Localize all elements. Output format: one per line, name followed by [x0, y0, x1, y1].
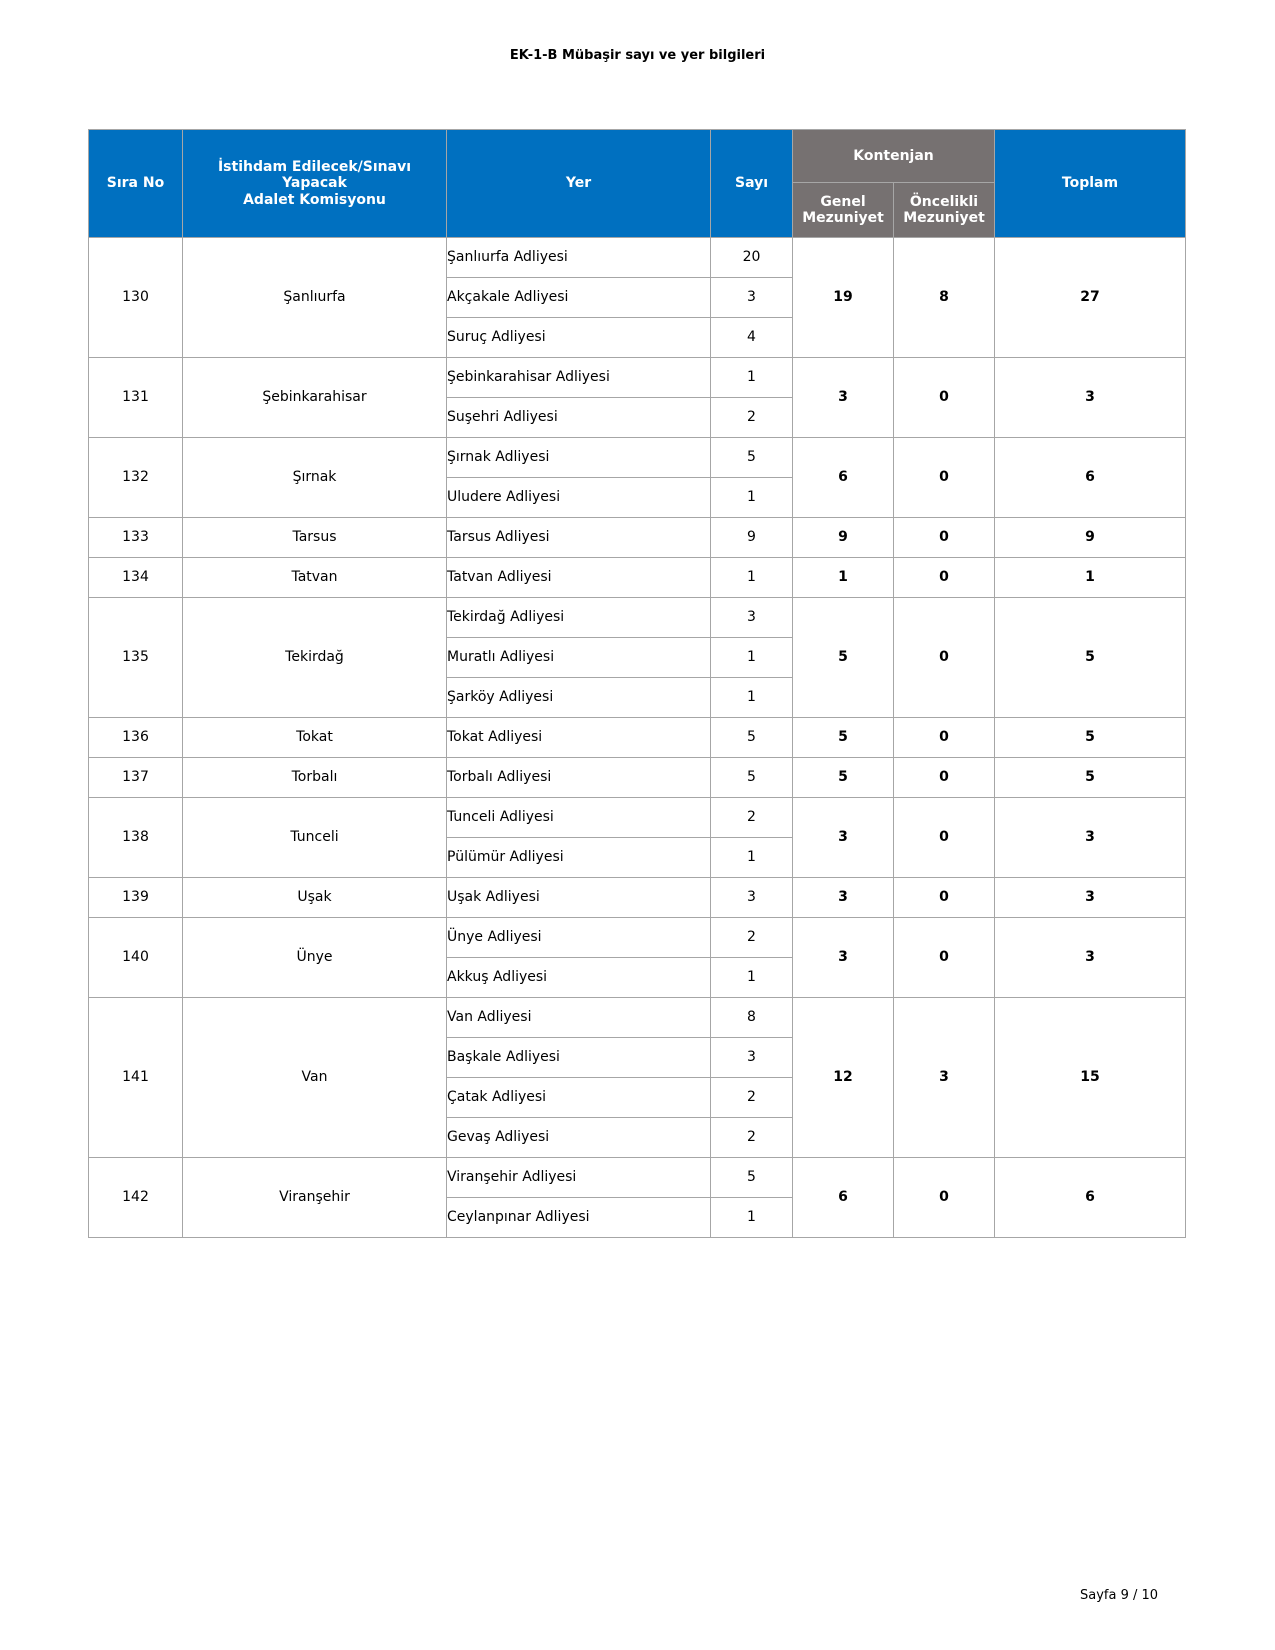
- genel-mezuniyet-cell: 3: [793, 358, 894, 438]
- sira-no-cell: 140: [89, 918, 183, 998]
- table-row: [89, 758, 1186, 798]
- genel-mezuniyet-cell: 3: [793, 798, 894, 878]
- table-row: [89, 438, 1186, 478]
- sayi-cell: 2: [711, 1078, 793, 1118]
- toplam-cell: 3: [995, 358, 1186, 438]
- oncelikli-mezuniyet-cell: 0: [894, 718, 995, 758]
- komisyon-cell: Ünye: [183, 918, 447, 998]
- oncelikli-mezuniyet-cell: 0: [894, 1158, 995, 1238]
- oncelikli-mezuniyet-cell: 0: [894, 798, 995, 878]
- sayi-cell: 5: [711, 1158, 793, 1198]
- sayi-cell: 1: [711, 558, 793, 598]
- oncelikli-mezuniyet-cell: 0: [894, 758, 995, 798]
- yer-cell: Gevaş Adliyesi: [447, 1118, 711, 1158]
- oncelikli-mezuniyet-cell: 0: [894, 918, 995, 998]
- komisyon-cell: Viranşehir: [183, 1158, 447, 1238]
- sayi-cell: 3: [711, 278, 793, 318]
- genel-mezuniyet-cell: 5: [793, 598, 894, 718]
- oncelikli-mezuniyet-cell: 8: [894, 238, 995, 358]
- komisyon-cell: Şırnak: [183, 438, 447, 518]
- yer-cell: Suşehri Adliyesi: [447, 398, 711, 438]
- sayi-cell: 2: [711, 1118, 793, 1158]
- table-row: [89, 238, 1186, 278]
- header-genel-mezuniyet: [793, 183, 894, 238]
- header-komisyon-line-1: İstihdam Edilecek/Sınavı: [217, 159, 412, 176]
- header-sira-no: Sıra No: [89, 130, 183, 238]
- yer-cell: Van Adliyesi: [447, 998, 711, 1038]
- komisyon-cell: Torbalı: [183, 758, 447, 798]
- oncelikli-mezuniyet-cell: 0: [894, 358, 995, 438]
- genel-mezuniyet-cell: 6: [793, 1158, 894, 1238]
- toplam-cell: 5: [995, 598, 1186, 718]
- table-row: [89, 598, 1186, 638]
- oncelikli-mezuniyet-cell: 0: [894, 558, 995, 598]
- yer-cell: Tatvan Adliyesi: [447, 558, 711, 598]
- header-kontenjan: Kontenjan: [793, 130, 995, 183]
- sira-no-cell: 133: [89, 518, 183, 558]
- sayi-cell: 5: [711, 718, 793, 758]
- sira-no-cell: 138: [89, 798, 183, 878]
- toplam-cell: 15: [995, 998, 1186, 1158]
- header-oncelikli-line-1: Öncelikli: [909, 193, 979, 210]
- header-komisyon-line-3: Adalet Komisyonu: [243, 191, 386, 208]
- sayi-cell: 5: [711, 438, 793, 478]
- sayi-cell: 2: [711, 918, 793, 958]
- header-toplam: Toplam: [995, 130, 1186, 238]
- sira-no-cell: 142: [89, 1158, 183, 1238]
- oncelikli-mezuniyet-cell: 0: [894, 518, 995, 558]
- komisyon-cell: Uşak: [183, 878, 447, 918]
- table-row: [89, 998, 1186, 1038]
- toplam-cell: 3: [995, 798, 1186, 878]
- sira-no-cell: 136: [89, 718, 183, 758]
- toplam-cell: 9: [995, 518, 1186, 558]
- komisyon-cell: Şanlıurfa: [183, 238, 447, 358]
- sayi-cell: 2: [711, 398, 793, 438]
- header-yer: Yer: [447, 130, 711, 238]
- komisyon-cell: Tekirdağ: [183, 598, 447, 718]
- oncelikli-mezuniyet-cell: 0: [894, 438, 995, 518]
- document-title: EK-1-B Mübaşir sayı ve yer bilgileri: [509, 48, 766, 63]
- sayi-cell: 5: [711, 758, 793, 798]
- komisyon-cell: Tunceli: [183, 798, 447, 878]
- yer-cell: Ceylanpınar Adliyesi: [447, 1198, 711, 1238]
- yer-cell: Başkale Adliyesi: [447, 1038, 711, 1078]
- sayi-cell: 4: [711, 318, 793, 358]
- oncelikli-mezuniyet-cell: 3: [894, 998, 995, 1158]
- sira-no-cell: 139: [89, 878, 183, 918]
- sayi-cell: 20: [711, 238, 793, 278]
- table-row: [89, 518, 1186, 558]
- sira-no-cell: 134: [89, 558, 183, 598]
- sira-no-cell: 132: [89, 438, 183, 518]
- yer-cell: Tunceli Adliyesi: [447, 798, 711, 838]
- table-body: [89, 238, 1186, 1238]
- sayi-cell: 3: [711, 878, 793, 918]
- genel-mezuniyet-cell: 19: [793, 238, 894, 358]
- yer-cell: Akçakale Adliyesi: [447, 278, 711, 318]
- yer-cell: Tarsus Adliyesi: [447, 518, 711, 558]
- genel-mezuniyet-cell: 6: [793, 438, 894, 518]
- komisyon-cell: Tatvan: [183, 558, 447, 598]
- oncelikli-mezuniyet-cell: 0: [894, 598, 995, 718]
- toplam-cell: 5: [995, 758, 1186, 798]
- yer-cell: Viranşehir Adliyesi: [447, 1158, 711, 1198]
- komisyon-cell: Şebinkarahisar: [183, 358, 447, 438]
- toplam-cell: 6: [995, 438, 1186, 518]
- table-row: [89, 878, 1186, 918]
- yer-cell: Uşak Adliyesi: [447, 878, 711, 918]
- sayi-cell: 1: [711, 358, 793, 398]
- yer-cell: Torbalı Adliyesi: [447, 758, 711, 798]
- komisyon-cell: Tarsus: [183, 518, 447, 558]
- yer-cell: Ünye Adliyesi: [447, 918, 711, 958]
- sayi-cell: 3: [711, 1038, 793, 1078]
- sira-no-cell: 135: [89, 598, 183, 718]
- yer-cell: Pülümür Adliyesi: [447, 838, 711, 878]
- table-row: [89, 358, 1186, 398]
- sayi-cell: 9: [711, 518, 793, 558]
- sira-no-cell: 141: [89, 998, 183, 1158]
- header-oncelikli-mezuniyet: [894, 183, 995, 238]
- table-row: [89, 918, 1186, 958]
- yer-cell: Şanlıurfa Adliyesi: [447, 238, 711, 278]
- genel-mezuniyet-cell: 12: [793, 998, 894, 1158]
- toplam-cell: 6: [995, 1158, 1186, 1238]
- header-genel-line-2: Mezuniyet: [802, 210, 884, 226]
- genel-mezuniyet-cell: 9: [793, 518, 894, 558]
- table-row: [89, 558, 1186, 598]
- oncelikli-mezuniyet-cell: 0: [894, 878, 995, 918]
- yer-cell: Tekirdağ Adliyesi: [447, 598, 711, 638]
- yer-cell: Çatak Adliyesi: [447, 1078, 711, 1118]
- sayi-cell: 1: [711, 838, 793, 878]
- yer-cell: Uludere Adliyesi: [447, 478, 711, 518]
- toplam-cell: 3: [995, 918, 1186, 998]
- yer-cell: Akkuş Adliyesi: [447, 958, 711, 998]
- yer-cell: Suruç Adliyesi: [447, 318, 711, 358]
- header-komisyon: [183, 130, 447, 238]
- yer-cell: Şırnak Adliyesi: [447, 438, 711, 478]
- yer-cell: Şarköy Adliyesi: [447, 678, 711, 718]
- page-number: Sayfa 9 / 10: [1080, 1588, 1159, 1603]
- komisyon-cell: Van: [183, 998, 447, 1158]
- sira-no-cell: 130: [89, 238, 183, 358]
- toplam-cell: 3: [995, 878, 1186, 918]
- header-sayi: Sayı: [711, 130, 793, 238]
- table-row: [89, 718, 1186, 758]
- sayi-cell: 3: [711, 598, 793, 638]
- header-genel-line-1: Genel: [820, 193, 866, 210]
- header-oncelikli-line-2: Mezuniyet: [903, 210, 985, 226]
- yer-cell: Muratlı Adliyesi: [447, 638, 711, 678]
- toplam-cell: 27: [995, 238, 1186, 358]
- yer-cell: Şebinkarahisar Adliyesi: [447, 358, 711, 398]
- genel-mezuniyet-cell: 3: [793, 918, 894, 998]
- header-komisyon-line-2: Yapacak: [282, 175, 347, 192]
- table-header: [89, 130, 1186, 238]
- table-row: [89, 798, 1186, 838]
- sira-no-cell: 137: [89, 758, 183, 798]
- sayi-cell: 1: [711, 678, 793, 718]
- sayi-cell: 2: [711, 798, 793, 838]
- table-row: [89, 1158, 1186, 1198]
- toplam-cell: 5: [995, 718, 1186, 758]
- sira-no-cell: 131: [89, 358, 183, 438]
- genel-mezuniyet-cell: 5: [793, 718, 894, 758]
- sayi-cell: 8: [711, 998, 793, 1038]
- toplam-cell: 1: [995, 558, 1186, 598]
- genel-mezuniyet-cell: 5: [793, 758, 894, 798]
- genel-mezuniyet-cell: 1: [793, 558, 894, 598]
- sayi-cell: 1: [711, 958, 793, 998]
- sayi-cell: 1: [711, 478, 793, 518]
- sayi-cell: 1: [711, 1198, 793, 1238]
- komisyon-cell: Tokat: [183, 718, 447, 758]
- mubasir-table: [88, 129, 1186, 1238]
- yer-cell: Tokat Adliyesi: [447, 718, 711, 758]
- genel-mezuniyet-cell: 3: [793, 878, 894, 918]
- sayi-cell: 1: [711, 638, 793, 678]
